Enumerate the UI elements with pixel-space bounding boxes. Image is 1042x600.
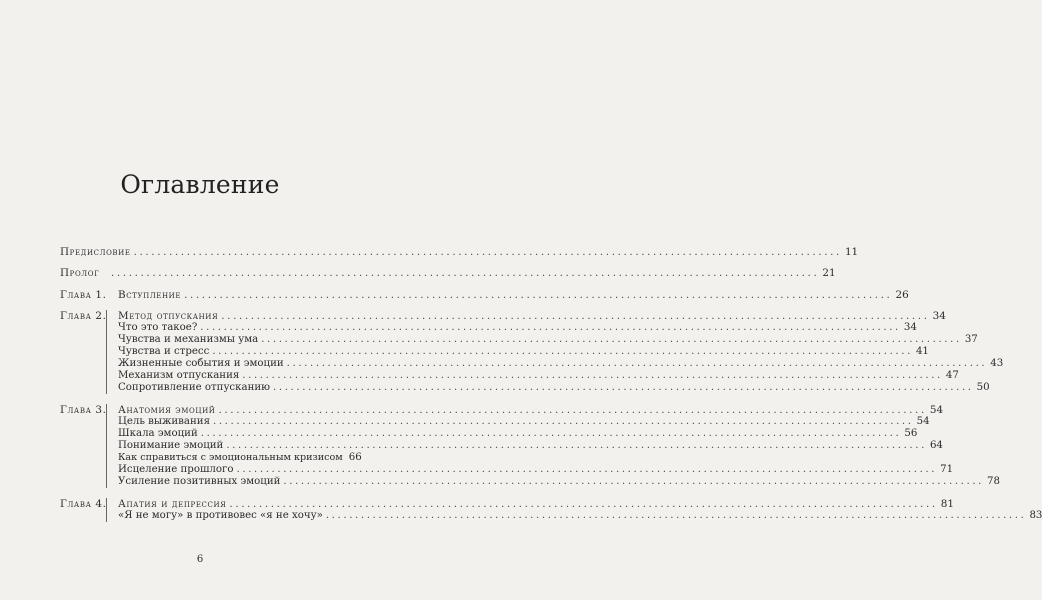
toc-subentry[interactable] — [118, 464, 954, 476]
dot-leader: ........................................................................................................................ — [200, 322, 901, 333]
dot-leader: ........................................................................................................................ — [200, 428, 902, 439]
dot-leader: ........................................................................................................................ — [283, 476, 985, 487]
toc-subentry[interactable] — [118, 382, 990, 394]
toc-entry-page: 81 — [940, 498, 955, 510]
toc-entry-page: 37 — [964, 334, 978, 345]
chapter-title: Апатия и депрессия — [118, 498, 227, 510]
toc-entry-label: Пролог — [60, 267, 100, 279]
toc-entry-page: 34 — [903, 322, 917, 333]
toc-subentry[interactable] — [118, 334, 978, 346]
toc-entry-page: 47 — [945, 370, 959, 381]
toc-entry-page: 56 — [904, 428, 918, 439]
toc-subentry[interactable] — [118, 428, 918, 440]
dot-leader: ........................................................................................................................ — [218, 404, 927, 416]
toc-entry-page: 34 — [932, 310, 946, 322]
page-number: 6 — [196, 554, 204, 565]
toc-entry-page: 54 — [916, 416, 930, 427]
dot-leader: ........................................................................................................................ — [273, 382, 974, 393]
dot-leader: ........................................................................................................................ — [184, 289, 893, 301]
toc-entry-label: Жизненные события и эмоции — [118, 358, 284, 369]
dot-leader: ........................................................................................................................ — [213, 416, 914, 427]
toc-subentry[interactable] — [118, 358, 1004, 370]
toc-subentry[interactable] — [118, 416, 930, 428]
chapter-number: Глава 3. — [60, 404, 107, 416]
toc-entry-label: Понимание эмоций — [118, 440, 224, 451]
toc-entry-page: 50 — [976, 382, 990, 393]
toc-entry-page: 21 — [822, 267, 836, 279]
toc-entry-page: 83 — [1029, 510, 1042, 521]
toc-subentry[interactable] — [118, 440, 943, 452]
toc-chapter-3[interactable] — [60, 404, 944, 416]
toc-entry-page: 11 — [844, 246, 859, 258]
toc-entry-label: «Я не могу» в противовес «я не хочу» — [118, 510, 323, 521]
toc-entry-page: 54 — [929, 404, 944, 416]
toc-subentry[interactable] — [118, 346, 929, 358]
toc-entry-prologue[interactable] — [60, 267, 836, 279]
toc-entry-label: Шкала эмоций — [118, 428, 198, 439]
chapter-number: Глава 1. — [60, 289, 107, 301]
toc-entry-page: 71 — [940, 464, 954, 475]
toc-subentry[interactable] — [118, 510, 1042, 522]
dot-leader: ........................................................................................................................ — [212, 346, 913, 357]
chapter-divider-line — [106, 310, 107, 394]
page-title: Оглавление — [120, 170, 280, 199]
toc-chapter-2[interactable] — [60, 310, 946, 322]
toc-subentry[interactable] — [118, 322, 917, 334]
dot-leader: ........................................................................................................................ — [221, 310, 930, 322]
toc-entry-page: 26 — [895, 289, 909, 301]
toc-entry-label: Чувства и стресс — [118, 346, 210, 357]
toc-entry-label: Цель выживания — [118, 416, 210, 427]
toc-entry-page: 66 — [348, 452, 362, 463]
dot-leader: ........................................................................................................................ — [226, 440, 927, 451]
toc-entry-label: Предисловие — [60, 246, 131, 258]
dot-leader: ........................................................................................................................ — [242, 370, 943, 381]
chapter-number: Глава 2. — [60, 310, 107, 322]
dot-leader: ........................................................................................................................ — [133, 246, 842, 258]
toc-entry-page: 64 — [929, 440, 943, 451]
dot-leader: ........................................................................................................................ — [111, 267, 820, 279]
toc-entry-page: 43 — [990, 358, 1004, 369]
toc-subentry[interactable] — [118, 452, 362, 464]
chapter-title: Вступление — [118, 289, 182, 301]
dot-leader: ........................................................................................................................ — [261, 334, 962, 345]
toc-entry-label: Чувства и механизмы ума — [118, 334, 259, 345]
dot-leader: ........................................................................................................................ — [236, 464, 938, 475]
toc-chapter-4[interactable] — [60, 498, 955, 510]
toc-entry-label: Как справиться с эмоциональным кризисом — [118, 452, 343, 463]
dot-leader: ........................................................................................................................ — [325, 510, 1027, 521]
dot-leader: ........................................................................................................................ — [229, 498, 938, 510]
chapter-divider-line — [106, 404, 107, 488]
toc-entry-label: Механизм отпускания — [118, 370, 240, 381]
toc-entry-preface[interactable] — [60, 246, 859, 258]
toc-entry-label: Сопротивление отпусканию — [118, 382, 271, 393]
chapter-title: Анатомия эмоций — [118, 404, 216, 416]
toc-entry-page: 78 — [987, 476, 1000, 487]
toc-subentry[interactable] — [118, 476, 1000, 488]
chapter-title: Метод отпускания — [118, 310, 219, 322]
chapter-number: Глава 4. — [60, 498, 107, 510]
toc-entry-label: Усиление позитивных эмоций — [118, 476, 281, 487]
toc-entry-label: Что это такое? — [118, 322, 198, 333]
toc-entry-label: Исцеление прошлого — [118, 464, 234, 475]
dot-leader: ........................................................................................................................ — [286, 358, 988, 369]
toc-entry-page: 41 — [915, 346, 929, 357]
toc-chapter-1[interactable] — [60, 289, 909, 301]
toc-subentry[interactable] — [118, 370, 959, 382]
